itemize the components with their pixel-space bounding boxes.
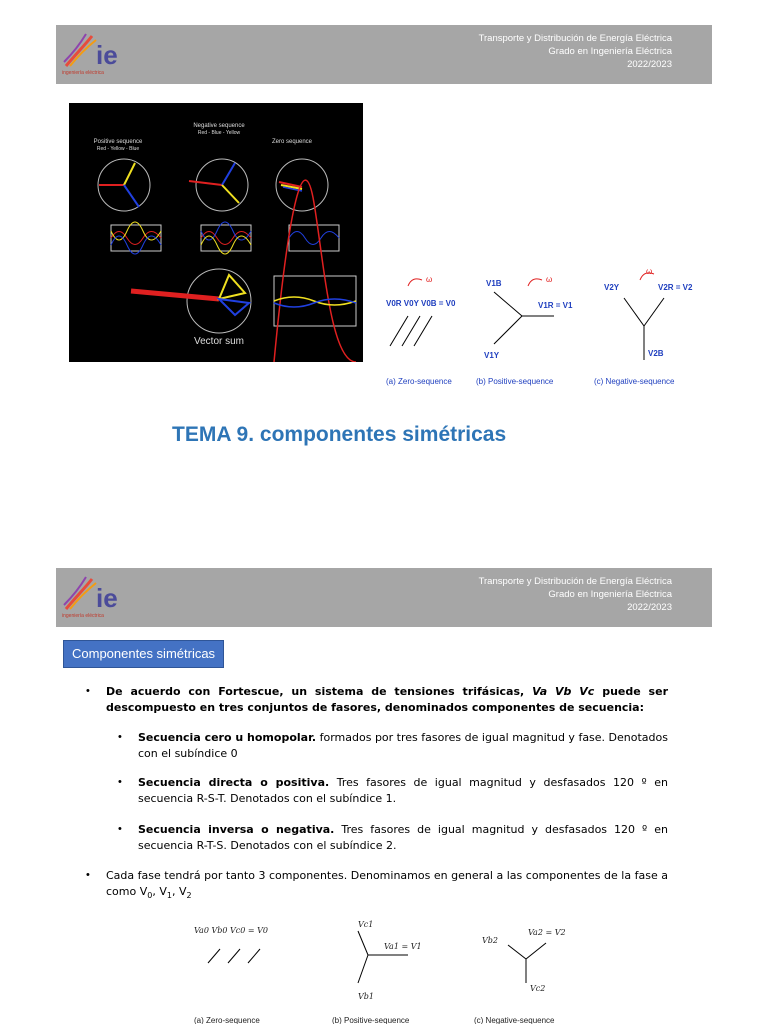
bullet-1-part-b: puede ser descompuesto en tres conjuntos de fasores, denominados componentes de secuencia: [106, 685, 668, 714]
fig-vb2: Vb2 [482, 936, 498, 945]
positive-wave-box [111, 225, 161, 251]
sub-3-head: Secuencia inversa o negativa. [138, 823, 335, 836]
vector-sum-label: Vector sum [193, 336, 245, 347]
fig-vb1: Vb1 [358, 992, 374, 1001]
header-line-2: Grado en Ingeniería Eléctrica [548, 46, 672, 57]
logo-subtext-2: ingeniería eléctrica [62, 613, 104, 619]
ie-logo [62, 30, 132, 80]
slide-2 [0, 545, 768, 1024]
slide-1-title: TEMA 9. componentes simétricas [172, 423, 507, 446]
zero-wave-box [289, 225, 339, 251]
bullet-dot: • [86, 685, 90, 697]
zero-title: Zero sequence [271, 139, 313, 145]
sub-bullet-1 [138, 730, 668, 762]
v2r-label: V2R = V2 [658, 283, 693, 292]
bullet-1-vars: Va Vb Vc [532, 685, 595, 698]
bullet-2-main: Cada fase tendrá por tanto 3 componentes. Denominamos en general a las componentes de la fase a como V [106, 869, 668, 898]
logo-subtext: ingeniería eléctrica [62, 70, 104, 76]
header-line-2: Grado en Ingeniería Eléctrica [548, 589, 672, 600]
bullet-1-text [106, 684, 668, 716]
sub-bullet-dot: • [118, 823, 122, 835]
fig-va1: Va1 = V1 [384, 942, 422, 951]
v1y-label: V1Y [484, 351, 500, 360]
sub-1-text: formados por tres fasores de igual magnitud y fase. Denotados con el subíndice 0 [138, 731, 668, 760]
sub-1-head: Secuencia cero u homopolar. [138, 731, 317, 744]
caption-negative: (c) Negative-sequence [594, 377, 675, 386]
omega-a: ω [426, 275, 433, 284]
sub-bullet-2 [138, 775, 668, 807]
sub-3-text: Tres fasores de igual magnitud y desfasados 120 º en secuencia R-T-S. Denotados con el subíndice 2. [138, 823, 668, 852]
v1b-label: V1B [486, 279, 502, 288]
v2y-label: V2Y [604, 283, 620, 292]
positive-subtitle: Red - Yellow - Blue [96, 146, 140, 152]
sub-2-head: Secuencia directa o positiva. [138, 776, 330, 789]
header-line-1: Transporte y Distribución de Energía Eléctrica [478, 576, 672, 587]
header-line-3: 2022/2023 [627, 602, 672, 613]
negative-wave-box [201, 225, 251, 251]
fig-caption-zero: (a) Zero-sequence [194, 1016, 260, 1024]
sub-bullet-3 [138, 822, 668, 854]
bullet-dot: • [86, 869, 90, 881]
phasor-sequence-figure [69, 103, 363, 362]
section-title-box: Componentes simétricas [63, 640, 224, 668]
caption-positive: (b) Positive-sequence [476, 377, 554, 386]
slide-header-2 [56, 568, 712, 627]
logo-text-2: ie [96, 583, 118, 613]
fig-caption-negative: (c) Negative-sequence [474, 1016, 555, 1024]
negative-yellow-phasor [222, 185, 239, 203]
v0-equation: V0R V0Y V0B = V0 [386, 299, 456, 308]
ie-logo-2 [62, 573, 132, 623]
sub-bullet-dot: • [118, 776, 122, 788]
slide-header [56, 25, 712, 84]
fig-v0-equation: Va0 Vb0 Vc0 = V0 [194, 926, 268, 935]
sequence-phasor-diagram [382, 268, 712, 394]
bullet-2-text: Cada fase tendrá por tanto 3 componentes. Denominamos en general a las componentes de la fase a como $V_0$, $V_1$, $V_2$ [106, 869, 668, 901]
header-line-3: 2022/2023 [627, 59, 672, 70]
fig-vc1: Vc1 [358, 920, 374, 929]
positive-blue-phasor [124, 185, 139, 207]
logo-text: ie [96, 40, 118, 70]
v1r-label: V1R = V1 [538, 301, 573, 310]
negative-title: Negative sequence [193, 123, 245, 129]
sum-red-wave [274, 180, 356, 362]
vector-sum-blue [219, 299, 249, 315]
negative-blue-phasor [222, 163, 235, 185]
fig-caption-positive: (b) Positive-sequence [332, 1016, 410, 1024]
negative-red-phasor [189, 181, 222, 185]
omega-c: ω [646, 268, 653, 276]
fig-va2: Va2 = V2 [528, 928, 566, 937]
omega-b: ω [546, 275, 553, 284]
caption-zero: (a) Zero-sequence [386, 377, 452, 386]
vector-sum-red [131, 291, 219, 299]
negative-subtitle: Red - Blue - Yellow [197, 130, 241, 136]
v2b-label: V2B [648, 349, 664, 358]
positive-yellow-phasor [124, 163, 135, 185]
header-course-info [479, 32, 672, 71]
sub-bullet-dot: • [118, 731, 122, 743]
fig-vc2: Vc2 [530, 984, 546, 993]
header-course-info-2 [479, 575, 672, 614]
phasor-figure-2 [180, 905, 590, 1024]
bullet-1-part-a: De acuerdo con Fortescue, un sistema de tensiones trifásicas, [106, 685, 533, 698]
vector-sum-yellow [219, 275, 245, 299]
sub-2-text: Tres fasores de igual magnitud y desfasados 120 º en secuencia R-S-T. Denotados con el subíndice 1. [138, 776, 668, 805]
header-line-1: Transporte y Distribución de Energía Eléctrica [478, 33, 672, 44]
positive-title: Positive sequence [93, 139, 143, 145]
